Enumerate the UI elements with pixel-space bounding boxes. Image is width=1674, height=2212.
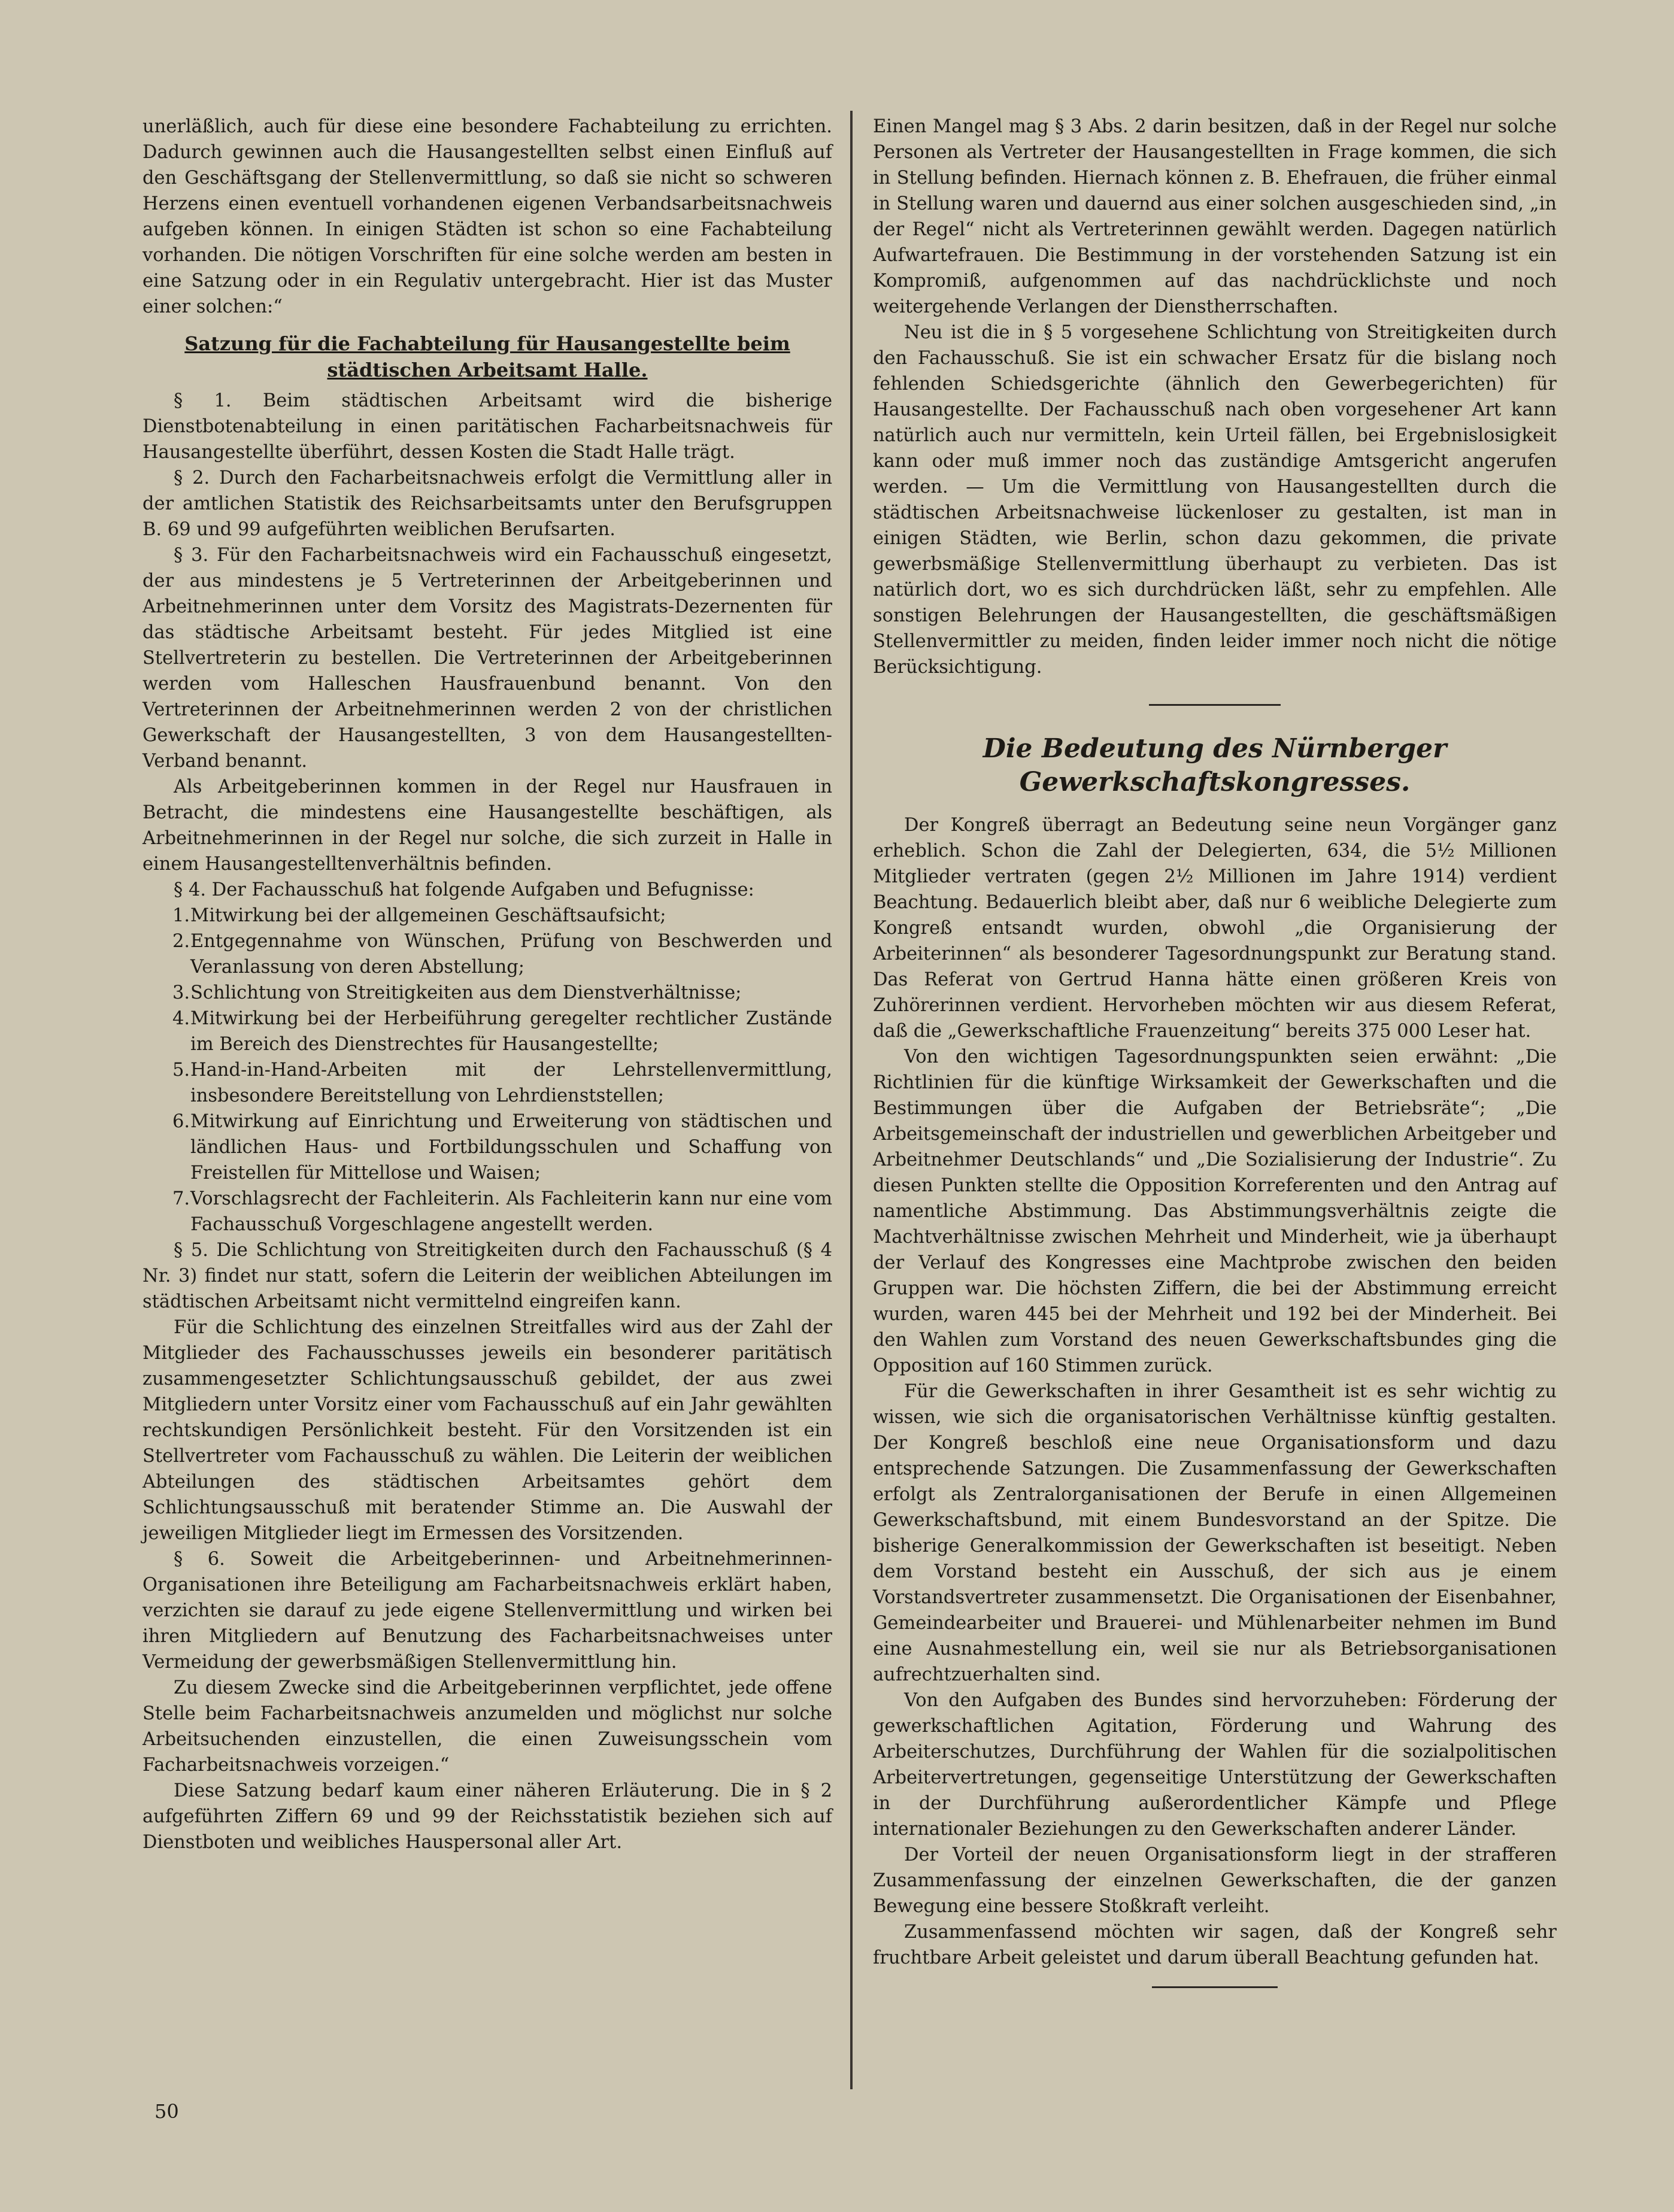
list-item	[142, 1109, 832, 1186]
list-text: Schlichtung von Streitigkeiten aus dem Dienstverhältnisse;	[190, 982, 742, 1003]
list-number: 7.	[172, 1188, 190, 1209]
satzung-title: Satzung für die Fachabteilung für Hausangestellte beim städtischen Arbeitsamt Halle.	[184, 332, 790, 381]
list-text: Mitwirkung auf Einrichtung und Erweiterung von städtischen und ländlichen Haus- und Fortbildungsschulen und Schaffung von Freistellen für Mittellose und Waisen;	[190, 1111, 832, 1184]
list-number: 5.	[172, 1060, 190, 1081]
list-number: 4.	[172, 1008, 190, 1029]
list-number: 1.	[172, 905, 190, 926]
article-paragraph: Von den Aufgaben des Bundes sind hervorzuheben: Förderung der gewerkschaftlichen Agitation, Förderung und Wahrung des Arbeiterschutzes, Durchführung der Wahlen für die sozialpolitischen Arbeitervertretungen, gegenseitige Unterstützung der Gewerkschaften in der Durchführung außerordentlicher Kämpfe und Pflege internationaler Beziehungen zu den Gewerkschaften anderer Länder.	[873, 1690, 1557, 1840]
column-divider-rule	[850, 111, 853, 2089]
list-text: Hand-in-Hand-Arbeiten mit der Lehrstellenvermittlung, insbesondere Bereitstellung von Lehrdienststellen;	[190, 1060, 832, 1106]
list-item	[142, 1006, 832, 1057]
article-title: Die Bedeutung des Nürnberger Gewerkschaftskongresses.	[982, 733, 1447, 797]
list-item	[142, 1057, 832, 1109]
list-text: Mitwirkung bei der Herbeiführung geregelter rechtlicher Zustände im Bereich des Dienstrechtes für Hausangestellte;	[190, 1008, 832, 1055]
intro-paragraph: unerläßlich, auch für diese eine besondere Fachabteilung zu errichten. Dadurch gewinnen auch die Hausangestellten selbst einen Einfluß auf den Geschäftsgang der Stellenvermittlung, so daß sie nicht so schweren Herzens einen eventuell vorhandenen eigenen Verbandsarbeitsnachweis aufgeben können. In einigen Städten ist schon so eine Fachabteilung vorhanden. Die nötigen Vorschriften für eine solche werden am besten in eine Satzung oder in ein Regulativ untergebracht. Hier ist das Muster einer solchen:“	[142, 116, 832, 317]
article-paragraph: Für die Gewerkschaften in ihrer Gesamtheit ist es sehr wichtig zu wissen, wie sich die organisatorischen Verhältnisse künftig gestalten. Der Kongreß beschloß eine neue Organisationsform und dazu entsprechende Satzungen. Die Zusammenfassung der Gewerkschaften erfolgt als Zentralorganisationen der Berufe in einen Allgemeinen Gewerkschaftsbund, mit einem Bundesvorstand an der Spitze. Die bisherige Generalkommission der Gewerkschaften ist beseitigt. Neben dem Vorstand besteht ein Ausschuß, der sich aus je einem Vorstandsvertreter zusammensetzt. Die Organisationen der Eisenbahner, Gemeindearbeiter und Brauerei- und Mühlenarbeiter nehmen im Bund eine Ausnahmestellung ein, weil sie nur als Betriebsorganisationen aufrechtzuerhalten sind.	[873, 1381, 1557, 1685]
paragraph-2: § 2. Durch den Facharbeitsnachweis erfolgt die Vermittlung aller in der amtlichen Statistik des Reichsarbeitsamts unter den Berufsgruppen B. 69 und 99 aufgeführten weiblichen Berufsarten.	[142, 468, 832, 540]
left-column	[142, 114, 832, 1855]
list-text: Vorschlagsrecht der Fachleiterin. Als Fachleiterin kann nur eine vom Fachausschuß Vorgeschlagene angestellt werden.	[190, 1188, 832, 1235]
end-divider	[1152, 1986, 1278, 1988]
list-item	[142, 980, 832, 1006]
duties-list	[142, 903, 832, 1237]
page-number: 50	[154, 2100, 179, 2123]
right-column	[873, 114, 1557, 1988]
list-item	[142, 1186, 832, 1237]
list-number: 6.	[172, 1111, 190, 1132]
article-paragraph: Zusammenfassend möchten wir sagen, daß der Kongreß sehr fruchtbare Arbeit geleistet und darum überall Beachtung gefunden hat.	[873, 1922, 1557, 1968]
list-item	[142, 903, 832, 929]
list-item	[142, 929, 832, 980]
paragraph-1: § 1. Beim städtischen Arbeitsamt wird die bisherige Dienstbotenabteilung in einen paritätischen Facharbeitsnachweis für Hausangestellte überführt, dessen Kosten die Stadt Halle trägt.	[142, 390, 832, 463]
paragraph-3: § 3. Für den Facharbeitsnachweis wird ein Fachausschuß eingesetzt, der aus mindestens je 5 Vertreterinnen der Arbeitgeberinnen und Arbeitnehmerinnen unter dem Vorsitz des Magistrats-Dezernenten für das städtische Arbeitsamt besteht. Für jedes Mitglied ist eine Stellvertreterin zu bestellen. Die Vertreterinnen der Arbeitgeberinnen werden vom Halleschen Hausfrauenbund benannt. Von den Vertreterinnen der Arbeitnehmerinnen werden 2 von der christlichen Gewerkschaft der Hausangestellten, 3 von dem Hausangestellten-Verband benannt.	[142, 545, 832, 772]
list-text: Mitwirkung bei der allgemeinen Geschäftsaufsicht;	[190, 905, 666, 926]
list-number: 2.	[172, 931, 190, 952]
paragraph-3b: Als Arbeitgeberinnen kommen in der Regel nur Hausfrauen in Betracht, die mindestens eine Hausangestellte beschäftigen, als Arbeitnehmerinnen in der Regel nur solche, die sich zurzeit in Halle in einem Hausangestelltenverhältnis befinden.	[142, 776, 832, 875]
article-paragraph: Der Vorteil der neuen Organisationsform liegt in der strafferen Zusammenfassung der einzelnen Gewerkschaften, die der ganzen Bewegung eine bessere Stoßkraft verleiht.	[873, 1844, 1557, 1917]
paragraph-4: § 4. Der Fachausschuß hat folgende Aufgaben und Befugnisse:	[174, 879, 754, 900]
paragraph-6: § 6. Soweit die Arbeitgeberinnen- und Arbeitnehmerinnen-Organisationen ihre Beteiligung am Facharbeitsnachweis erklärt haben, verzichten sie darauf zu jede eigene Stellenvermittlung und wirken bei ihren Mitgliedern auf Benutzung des Facharbeitsnachweises unter Vermeidung der gewerbsmäßigen Stellenvermittlung hin.	[142, 1549, 832, 1673]
list-text: Entgegennahme von Wünschen, Prüfung von Beschwerden und Veranlassung von deren Abstellung;	[190, 931, 832, 978]
paragraph-6b: Zu diesem Zwecke sind die Arbeitgeberinnen verpflichtet, jede offene Stelle beim Facharbeitsnachweis anzumelden und möglichst nur solche Arbeitsuchenden einzustellen, die einen Zuweisungsschein vom Facharbeitsnachweis vorzeigen.“	[142, 1677, 832, 1776]
article-paragraph: Von den wichtigen Tagesordnungspunkten seien erwähnt: „Die Richtlinien für die künftige Wirksamkeit der Gewerkschaften und die Bestimmungen über die Aufgaben der Betriebsräte“; „Die Arbeitsgemeinschaft der industriellen und gewerblichen Arbeitgeber und Arbeitnehmer Deutschlands“ und „Die Sozialisierung der Industrie“. Zu diesen Punkten stellte die Opposition Korreferenten und den Antrag auf namentliche Abstimmung. Das Abstimmungsverhältnis zeigte die Machtverhältnisse zwischen Mehrheit und Minderheit, wie ja überhaupt der Verlauf des Kongresses eine Machtprobe zwischen den beiden Gruppen war. Die höchsten Ziffern, die bei der Abstimmung erreicht wurden, waren 445 bei der Mehrheit und 192 bei der Minderheit. Bei den Wahlen zum Vorstand des neuen Gewerkschaftsbundes ging die Opposition auf 160 Stimmen zurück.	[873, 1046, 1557, 1376]
paragraph-5b: Für die Schlichtung des einzelnen Streitfalles wird aus der Zahl der Mitglieder des Fachausschusses jeweils ein besonderer paritätisch zusammengesetzter Schlichtungsausschuß gebildet, der aus zwei Mitgliedern unter Vorsitz einer vom Fachausschuß auf ein Jahr gewählten rechtskundigen Persönlichkeit besteht. Für den Vorsitzenden ist ein Stellvertreter vom Fachausschuß zu wählen. Die Leiterin der weiblichen Abteilungen des städtischen Arbeitsamtes gehört dem Schlichtungsausschuß mit beratender Stimme an. Die Auswahl der jeweiligen Mitglieder liegt im Ermessen des Vorsitzenden.	[142, 1317, 832, 1544]
paragraph-5: § 5. Die Schlichtung von Streitigkeiten durch den Fachausschuß (§ 4 Nr. 3) findet nur statt, sofern die Leiterin der weiblichen Abteilungen im städtischen Arbeitsamt nicht vermittelnd eingreifen kann.	[142, 1240, 832, 1312]
article-paragraph: Der Kongreß überragt an Bedeutung seine neun Vorgänger ganz erheblich. Schon die Zahl der Delegierten, 634, die 5½ Millionen Mitglieder vertraten (gegen 2½ Millionen im Jahre 1914) verdient Beachtung. Bedauerlich bleibt aber, daß nur 6 weibliche Delegierte zum Kongreß entsandt wurden, obwohl „die Organisierung der Arbeiterinnen“ als besonderer Tagesordnungspunkt zur Beratung stand. Das Referat von Gertrud Hanna hätte einen größeren Kreis von Zuhörerinnen verdient. Hervorheben möchten wir aus diesem Referat, daß die „Gewerkschaftliche Frauenzeitung“ bereits 375 000 Leser hat.	[873, 815, 1557, 1042]
paragraph-end: Diese Satzung bedarf kaum einer näheren Erläuterung. Die in § 2 aufgeführten Ziffern 69 und 99 der Reichsstatistik beziehen sich auf Dienstboten und weibliches Hauspersonal aller Art.	[142, 1780, 832, 1853]
schlichtung-paragraph: Neu ist die in § 5 vorgesehene Schlichtung von Streitigkeiten durch den Fachausschuß. Sie ist ein schwacher Ersatz für die bislang noch fehlenden Schiedsgerichte (ähnlich den Gewerbegerichten) für Hausangestellte. Der Fachausschuß nach oben vorgesehener Art kann natürlich auch nur vermitteln, kein Urteil fällen, bei Ergebnislosigkeit kann oder muß immer noch das zuständige Amtsgericht angerufen werden. — Um die Vermittlung von Hausangestellten durch die städtischen Arbeitsnachweise lückenloser zu gestalten, ist man in einigen Städten, wie Berlin, schon dazu gekommen, die private gewerbsmäßige Stellenvermittlung überhaupt zu verbieten. Das ist natürlich dort, wo es sich durchdrücken läßt, sehr zu empfehlen. Alle sonstigen Belehrungen der Hausangestellten, die geschäftsmäßigen Stellenvermittler zu meiden, finden leider immer noch nicht die nötige Berücksichtigung.	[873, 322, 1557, 678]
list-number: 3.	[172, 982, 190, 1003]
continuation-paragraph: Einen Mangel mag § 3 Abs. 2 darin besitzen, daß in der Regel nur solche Personen als Vertreter der Hausangestellten in Frage kommen, die sich in Stellung befinden. Hiernach können z. B. Ehefrauen, die früher einmal in Stellung waren und dauernd aus einer solchen ausgeschieden sind, „in der Regel“ nicht als Vertreterinnen gewählt werden. Dagegen natürlich Aufwartefrauen. Die Bestimmung in der vorstehenden Satzung ist ein Kompromiß, aufgenommen auf das nachdrücklichste und noch weitergehende Verlangen der Dienstherrschaften.	[873, 116, 1557, 317]
